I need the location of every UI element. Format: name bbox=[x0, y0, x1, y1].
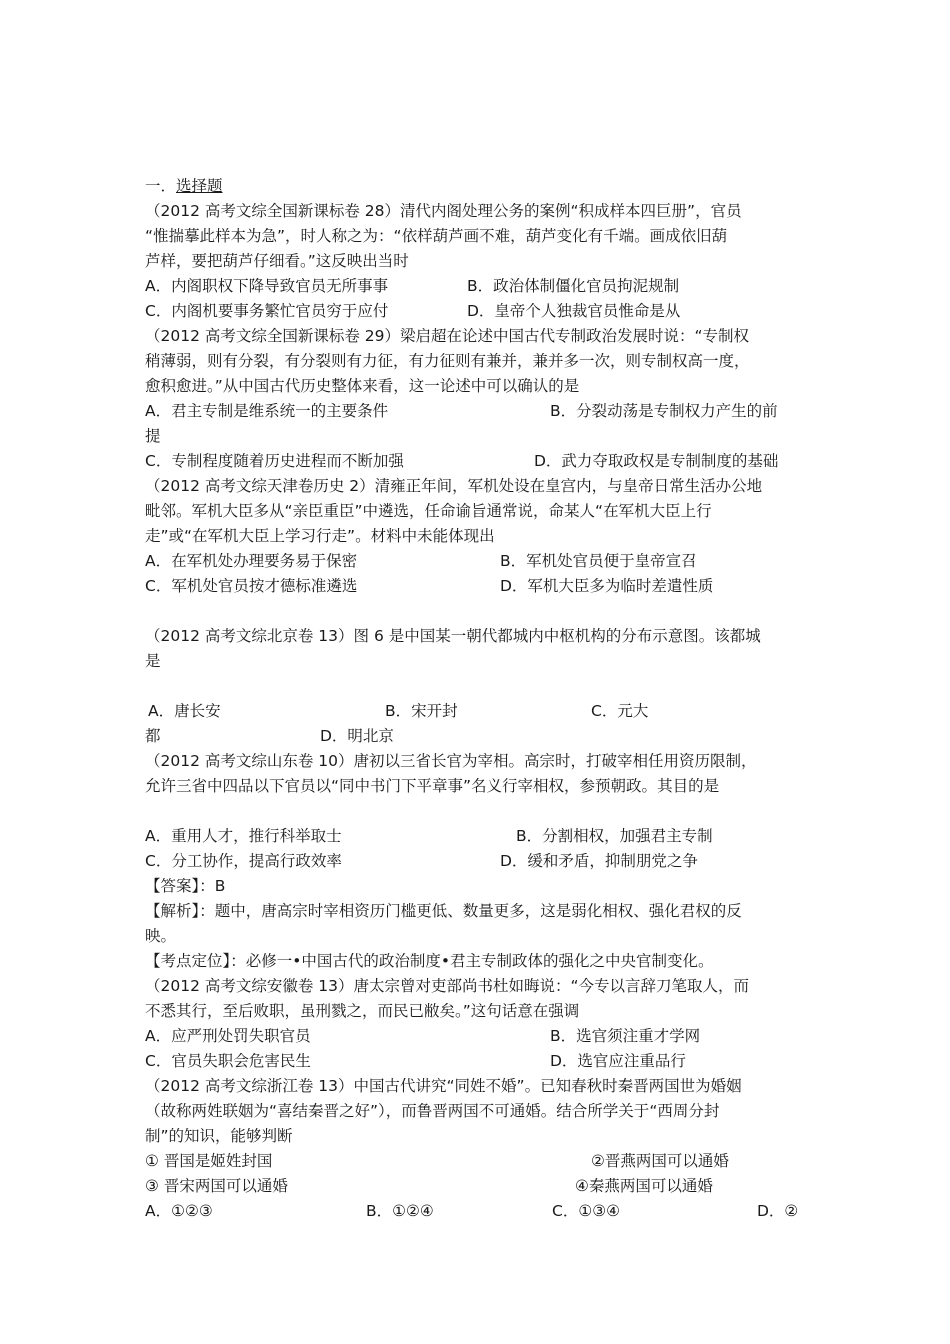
section-number: 一． bbox=[145, 177, 177, 195]
option-a: A．内阁职权下降导致官员无所事事 bbox=[145, 277, 389, 295]
option-b: B．分割相权，加强君主专制 bbox=[516, 827, 713, 845]
analysis-line: 映。 bbox=[145, 927, 177, 945]
question-text-line: 是 bbox=[145, 652, 161, 670]
question-text-line: （2012 高考文综全国新课标卷 28）清代内阁处理公务的案例“积成样本四巨册”，官员 bbox=[145, 202, 742, 220]
option-a: A．唐长安 bbox=[148, 702, 221, 720]
option-d: D．武力夺取政权是专制制度的基础 bbox=[534, 452, 779, 470]
question-text-line: （2012 高考文综天津卷历史 2）清雍正年间，军机处设在皇宫内，与皇帝日常生活办公地 bbox=[145, 477, 763, 495]
statement-1: ① 晋国是姬姓封国 bbox=[145, 1152, 273, 1170]
option-a: A．重用人才，推行科举取士 bbox=[145, 827, 342, 845]
question-text-line: （故称两姓联姻为“喜结秦晋之好”），而鲁晋两国不可通婚。结合所学关于“西周分封 bbox=[145, 1102, 720, 1120]
option-c: C．专制程度随着历史进程而不断加强 bbox=[145, 452, 404, 470]
option-b: B．军机处官员便于皇帝宣召 bbox=[500, 552, 697, 570]
focus-line: 【考点定位】：必修一•中国古代的政治制度•君主专制政体的强化之中央官制变化。 bbox=[145, 952, 714, 970]
question-text-line: “惟揣摹此样本为急”，时人称之为：“依样葫芦画不难，葫芦变化有千端。画成依旧葫 bbox=[145, 227, 728, 245]
section-heading bbox=[145, 176, 223, 196]
question-text-line: 制”的知识，能够判断 bbox=[145, 1127, 293, 1145]
question-text-line: （2012 高考文综山东卷 10）唐初以三省长官为宰相。高宗时，打破宰相任用资历限制， bbox=[145, 752, 757, 770]
analysis-line: 【解析】：题中，唐高宗时宰相资历门槛更低、数量更多，这是弱化相权、强化君权的反 bbox=[145, 902, 742, 920]
question-text-line: （2012 高考文综安徽卷 13）唐太宗曾对吏部尚书杜如晦说：“今专以言辞刀笔取人，而 bbox=[145, 977, 750, 995]
question-text-line: （2012 高考文综全国新课标卷 29）梁启超在论述中国古代专制政治发展时说：“专制权 bbox=[145, 327, 750, 345]
option-b-continuation: 提 bbox=[145, 427, 161, 445]
option-a: A．君主专制是维系统一的主要条件 bbox=[145, 402, 389, 420]
option-a: A．①②③ bbox=[145, 1202, 213, 1220]
section-title: 选择题 bbox=[176, 177, 223, 195]
option-c: C．内阁机要事务繁忙官员穷于应付 bbox=[145, 302, 389, 320]
statement-2: ②晋燕两国可以通婚 bbox=[591, 1152, 729, 1170]
statement-3: ③ 晋宋两国可以通婚 bbox=[145, 1177, 288, 1195]
answer-line: 【答案】：B bbox=[145, 877, 226, 895]
question-text-line: 不悉其行，至后败职，虽刑戮之，而民已敝矣。”这句话意在强调 bbox=[145, 1002, 580, 1020]
option-d: D．选官应注重品行 bbox=[550, 1052, 686, 1070]
question-text-line: 芦样，要把葫芦仔细看。”这反映出当时 bbox=[145, 252, 409, 270]
option-d: D．缓和矛盾，抑制朋党之争 bbox=[500, 852, 698, 870]
option-d: D．军机大臣多为临时差遣性质 bbox=[500, 577, 714, 595]
option-c: C．官员失职会危害民生 bbox=[145, 1052, 311, 1070]
option-a: A．在军机处办理要务易于保密 bbox=[145, 552, 358, 570]
option-c: C．分工协作，提高行政效率 bbox=[145, 852, 342, 870]
option-d: D．明北京 bbox=[320, 727, 394, 745]
option-c: C．①③④ bbox=[552, 1202, 621, 1220]
option-c-continuation: 都 bbox=[145, 727, 161, 745]
option-d: D．② bbox=[757, 1202, 799, 1220]
option-b: B．①②④ bbox=[366, 1202, 434, 1220]
question-text-line: 走”或“在军机大臣上学习行走”。材料中未能体现出 bbox=[145, 527, 495, 545]
question-text-line: 允许三省中四品以下官员以“同中书门下平章事”名义行宰相权，参预朝政。其目的是 bbox=[145, 777, 720, 795]
question-text-line: （2012 高考文综浙江卷 13）中国古代讲究“同姓不婚”。已知春秋时秦晋两国世为婚姻 bbox=[145, 1077, 742, 1095]
question-text-line: 稍薄弱，则有分裂，有分裂则有力征，有力征则有兼并，兼并多一次，则专制权高一度， bbox=[145, 352, 750, 370]
statement-4: ④秦燕两国可以通婚 bbox=[575, 1177, 713, 1195]
option-c: C．元大 bbox=[591, 702, 649, 720]
option-d: D．皇帝个人独裁官员惟命是从 bbox=[467, 302, 681, 320]
option-c: C．军机处官员按才德标准遴选 bbox=[145, 577, 358, 595]
question-text-line: 愈积愈进。”从中国古代历史整体来看，这一论述中可以确认的是 bbox=[145, 377, 580, 395]
option-b: B．分裂动荡是专制权力产生的前 bbox=[550, 402, 778, 420]
question-text-line: 毗邻。军机大臣多从“亲臣重臣”中遴选，任命谕旨通常说，命某人“在军机大臣上行 bbox=[145, 502, 712, 520]
option-b: B．宋开封 bbox=[385, 702, 458, 720]
option-b: B．政治体制僵化官员拘泥规制 bbox=[467, 277, 680, 295]
option-a: A．应严刑处罚失职官员 bbox=[145, 1027, 311, 1045]
option-b: B．选官须注重才学网 bbox=[550, 1027, 701, 1045]
question-text-line: （2012 高考文综北京卷 13）图 6 是中国某一朝代都城内中枢机构的分布示意图。该都城 bbox=[145, 627, 761, 645]
